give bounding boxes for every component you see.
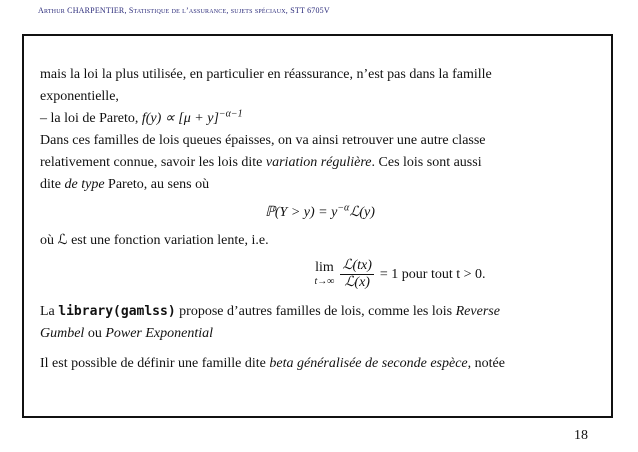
fraction-denominator: ℒ(x) xyxy=(344,275,370,290)
text-line-4: Dans ces familles de lois queues épaisses, on va ainsi retrouver une autre classe xyxy=(40,133,486,148)
pareto-prefix: – la loi de Pareto, xyxy=(40,111,139,126)
pareto-line xyxy=(40,108,600,130)
text-line-1: mais la loi la plus utilisée, en particulier en réassurance, n’est pas dans la famille xyxy=(40,67,492,82)
text-line-5 xyxy=(40,152,600,174)
line10-prefix: Il est possible de définir une famille dite xyxy=(40,356,270,371)
line5-italic: variation régulière xyxy=(265,155,372,170)
line10-italic: beta généralisée de seconde espèce xyxy=(269,356,468,371)
limit-operator xyxy=(314,261,334,289)
lim-subscript: t→∞ xyxy=(314,275,335,287)
line9-italic-2: Power Exponential xyxy=(105,326,214,341)
line6-suffix: Pareto, au sens où xyxy=(104,177,210,192)
pareto-exponent: −α−1 xyxy=(218,108,243,120)
text-line-2: exponentielle, xyxy=(40,89,119,104)
line9-mid: ou xyxy=(84,326,106,341)
text-line-10 xyxy=(40,353,600,375)
display-eq-exp: −α xyxy=(337,202,350,214)
limit-equation xyxy=(200,258,600,291)
display-equation xyxy=(40,202,600,224)
text-line-8 xyxy=(40,301,600,323)
line5-suffix: . Ces lois sont aussi xyxy=(371,155,482,170)
text-line-6 xyxy=(40,174,600,196)
line8-suffix: propose d’autres familles de lois, comme les lois xyxy=(175,304,456,319)
header-code: STT 6705V xyxy=(290,6,330,15)
line6-italic: de type xyxy=(64,177,105,192)
running-header: Arthur CHARPENTIER, Statistique de l’assurance, sujets spéciaux, STT 6705V xyxy=(38,6,330,15)
line10-suffix: , notée xyxy=(467,356,505,371)
page-number: 18 xyxy=(574,428,588,443)
line6-prefix: dite xyxy=(40,177,65,192)
line8-italic: Reverse xyxy=(455,304,500,319)
pareto-formula: f(y) ∝ [μ + y] xyxy=(141,111,219,126)
text-line-9 xyxy=(40,323,600,345)
gamlss-code: library(gamlss) xyxy=(58,304,176,319)
header-course: Statistique de l’assurance, sujets spéciaux xyxy=(128,6,286,15)
line9-italic-1: Gumbel xyxy=(40,326,85,341)
limit-rhs: = 1 pour tout t > 0. xyxy=(379,266,486,282)
fraction-numerator: ℒ(tx) xyxy=(342,258,372,273)
limit-fraction xyxy=(340,258,374,291)
header-author: Arthur CHARPENTIER xyxy=(38,6,125,15)
line5-prefix: relativement connue, savoir les lois dite xyxy=(40,155,266,170)
slide-content xyxy=(40,64,600,375)
display-eq-right: ℒ(y) xyxy=(349,205,375,220)
lim-word: lim xyxy=(315,259,334,275)
line8-prefix: La xyxy=(40,304,59,319)
text-line-7: où ℒ est une fonction variation lente, i.e. xyxy=(40,233,269,248)
display-eq-left: ℙ(Y > y) = y xyxy=(265,205,338,220)
